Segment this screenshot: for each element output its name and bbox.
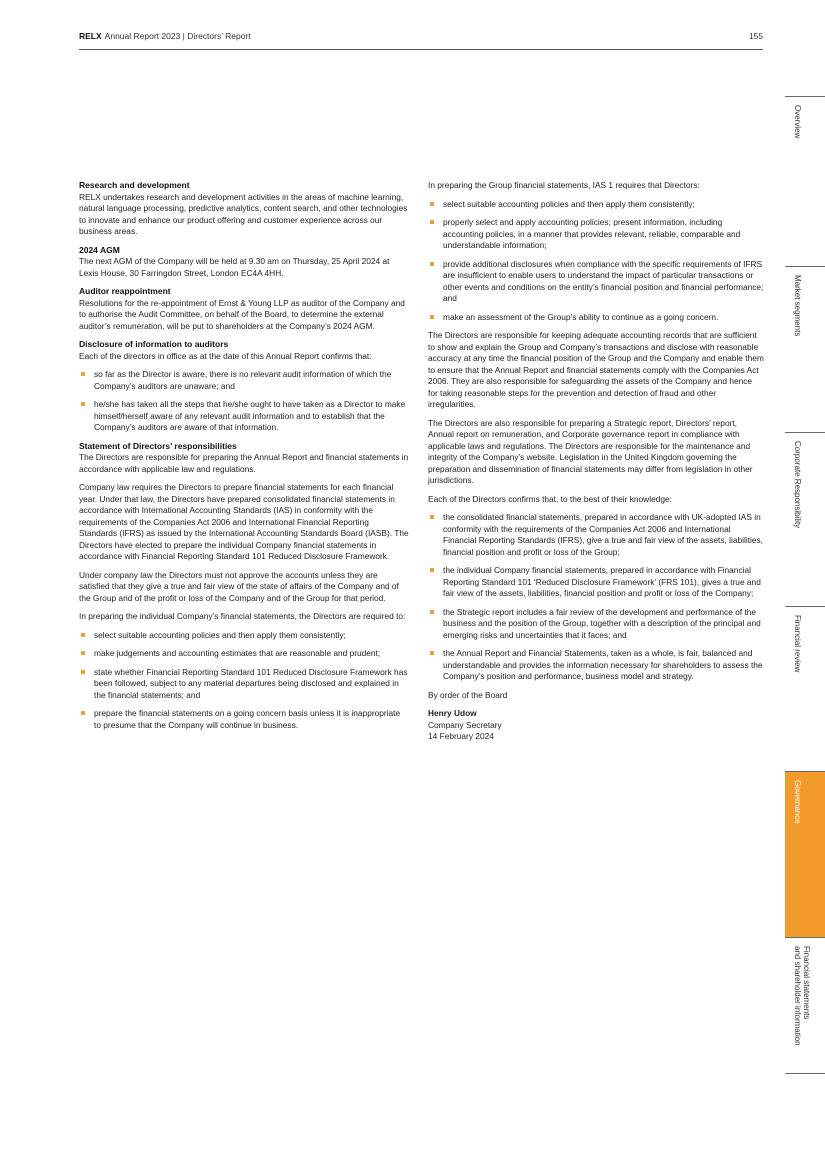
list-item: select suitable accounting policies and then apply them consistently; [79, 630, 409, 642]
disclosure-list [79, 369, 409, 434]
list-item: the Strategic report includes a fair review of the development and performance of the business and the position of the Group, together with a description of the principal and emerging risks and uncertainties that it faces; and [428, 607, 764, 642]
auditor-text: Resolutions for the re-appointment of Ernst & Young LLP as auditor of the Company and to authorise the Audit Committee, on behalf of the Board, to determine the external auditor’s remuneration, will be put to shareholders at the Company’s 2024 AGM. [79, 297, 405, 331]
list-item: he/she has taken all the steps that he/she ought to have taken as a Director to make himself/herself aware of any relevant audit information and to establish that the Company’s auditors are aware of that information. [79, 399, 409, 434]
tab-label: Corporate Responsibility [793, 441, 802, 529]
report-subtitle: Annual Report 2023 | Directors’ Report [104, 31, 251, 41]
right-column [428, 180, 764, 743]
tab-label: Overview [793, 105, 802, 139]
left-column [79, 180, 409, 738]
strategic-text: The Directors are also responsible for preparing a Strategic report, Directors’ report, Annual report on remuneration, and Corporate governance report in compliance with applicable laws and regulations. The Directors are responsible for the maintenance and integrity of the Company’s website. Legislation in the United Kingdom governing the preparation and dissemination of financial statements may differ from legislation in other jurisdictions. [428, 417, 753, 485]
tab-overview[interactable] [785, 96, 825, 266]
signatory-name: Henry Udow [428, 708, 477, 718]
statement-paragraph: The Directors are responsible for preparing the Annual Report and financial statements in accordance with applicable law and regulations. [79, 452, 409, 474]
list-item: the individual Company financial statements, prepared in accordance with Financial Reporting Standard 101 ‘Reduced Disclosure Framework’ (FRS 101), gives a true and fair view of the assets, liabilities, financial position and profit or loss of the Company; [428, 565, 764, 600]
by-order: By order of the Board [428, 689, 508, 700]
disclosure-heading: Disclosure of information to auditors [79, 339, 229, 349]
page-header [79, 31, 763, 50]
list-item: provide additional disclosures when compliance with the specific requirements of IFRS are insufficient to enable users to understand the impact of particular transactions or other events and conditions on the entity’s financial position and financial performance; and [428, 259, 764, 305]
list-item: so far as the Director is aware, there is no relevant audit information of which the Company’s auditors are unaware; and [79, 369, 409, 392]
disclosure-intro: Each of the directors in office as at the date of this Annual Report confirms that: [79, 350, 372, 361]
list-item: the Annual Report and Financial Statements, taken as a whole, is fair, balanced and understandable and provides the information necessary for shareholders to assess the Company’s position and performance, business model and strategy. [428, 648, 764, 683]
list-item: make an assessment of the Group’s ability to continue as a going concern. [428, 312, 764, 324]
company-requirements-list [79, 630, 409, 732]
list-item: state whether Financial Reporting Standard 101 Reduced Disclosure Framework has been followed, subject to any material departures being disclosed and explained in the financial statements; and [79, 667, 409, 702]
page-number: 155 [748, 31, 763, 41]
statement-paragraph: Under company law the Directors must not approve the accounts unless they are satisfied that they give a true and fair view of the state of affairs of the Company and of the Group and of the profit or loss of the Company and of the Group for that period. [79, 569, 399, 603]
confirm-intro: Each of the Directors confirms that, to the best of their knowledge: [428, 493, 672, 504]
list-item: properly select and apply accounting policies; present information, including accounting policies, in a manner that provides relevant, reliable, comparable and understandable information; [428, 217, 764, 252]
tabs-bottom-rule [785, 1073, 825, 1074]
tab-financial-statements[interactable] [785, 937, 825, 1073]
statement-heading: Statement of Directors’ responsibilities [79, 440, 237, 451]
research-text: RELX undertakes research and development activities in the areas of machine learning, natural language processing, predictive analytics, content search, and other technologies to innovate and enhance our product offering and customer experience across our business areas. [79, 191, 408, 236]
statement-paragraph: Company law requires the Directors to prepare financial statements for each financial year. Under that law, the Directors have prepared consolidated financial statements in accordance with International Accounting Standards (IAS) in conformity with the requirements of the Companies Act 2006 and International Financial Reporting Standards (IFRS) as issued by the International Accounting Standards Board (IASB). The Directors have elected to prepare the individual Company financial statements in accordance with Financial Reporting Standard 101 Reduced Disclosure Framework. [79, 482, 409, 561]
signature-date: 14 February 2024 [428, 731, 494, 741]
list-item: the consolidated financial statements, prepared in accordance with UK-adopted IAS in conformity with the requirements of the Companies Act 2006 and International Financial Reporting Standards (IFRS), give a true and fair view of the assets, liabilities, financial position and profit or loss of the Group; [428, 512, 764, 558]
statement-paragraph: In preparing the individual Company’s financial statements, the Directors are required to: [79, 611, 406, 621]
list-item: select suitable accounting policies and then apply them consistently; [428, 199, 764, 211]
tab-market-segments[interactable] [785, 266, 825, 432]
records-text: The Directors are responsible for keeping adequate accounting records that are sufficient to show and explain the Group and Company’s transactions and disclose with reasonable accuracy at any time the financial position of the Group and the Company and enable them to ensure that the Annual Report and financial statements comply with the Companies Act 2006. They are also responsible for safeguarding the assets of the Company and hence for taking reasonable steps for the prevention and detection of fraud and other irregularities. [428, 330, 764, 409]
auditor-heading: Auditor reappointment [79, 286, 171, 296]
confirmations-list [428, 512, 764, 683]
tab-label: Financial statements and shareholder information [793, 946, 811, 1046]
tab-label: Financial review [793, 615, 802, 673]
tab-governance[interactable] [785, 771, 825, 937]
list-item: make judgements and accounting estimates that are reasonable and prudent; [79, 648, 409, 660]
tab-financial-review[interactable] [785, 606, 825, 771]
agm-text: The next AGM of the Company will be held at 9.30 am on Thursday, 25 April 2024 at Lexis House, 30 Farringdon Street, London EC4A 4HH. [79, 256, 390, 278]
tab-label: Governance [793, 780, 802, 824]
research-heading: Research and development [79, 180, 190, 190]
tab-corporate-responsibility[interactable] [785, 432, 825, 606]
group-intro: In preparing the Group financial statements, IAS 1 requires that Directors: [428, 180, 700, 190]
tab-label: Market segments [793, 275, 802, 337]
agm-heading: 2024 AGM [79, 244, 120, 255]
group-requirements-list [428, 199, 764, 324]
brand-name: RELX [79, 31, 102, 41]
list-item: prepare the financial statements on a going concern basis unless it is inappropriate to presume that the Company will continue in business. [79, 708, 409, 731]
signatory-title: Company Secretary [428, 719, 502, 730]
